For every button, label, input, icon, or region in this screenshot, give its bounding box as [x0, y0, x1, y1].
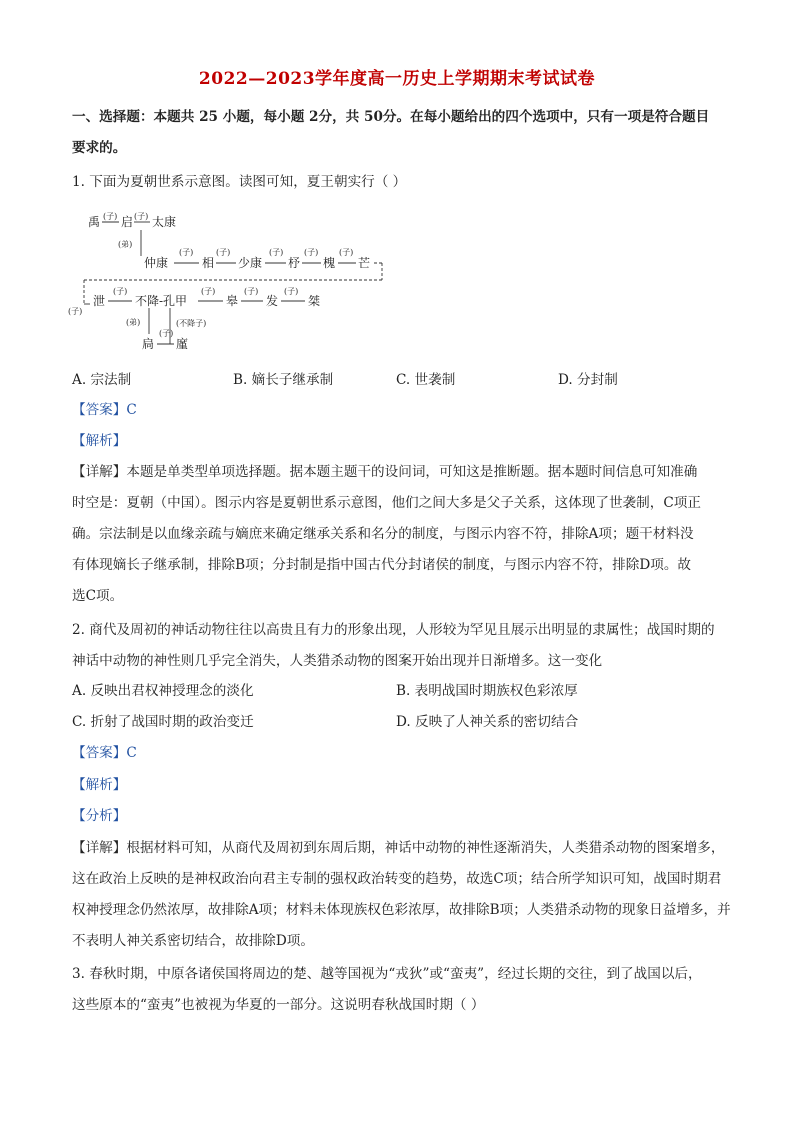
q3-stem-line: 3. 春秋时期，中原各诸侯国将周边的楚、越等国视为“戎狄”或“蛮夷”，经过长期的交往，到了战国以后， — [72, 966, 702, 982]
diagram-node-shaokang: 少康 — [238, 256, 263, 270]
diagram-zi-label: (子) — [68, 307, 83, 316]
diagram-node-mang: 芒 — [358, 256, 371, 270]
diagram-zi-label: (子) — [284, 287, 299, 296]
q2-fenxi-label: 【分析】 — [72, 808, 127, 824]
q1-option-b: B. 嫡长子继承制 — [233, 372, 334, 388]
page-title: 2022—2023学年度高一历史上学期期末考试试卷 — [198, 69, 596, 89]
q2-option-c: C. 折射了战国时期的政治变迁 — [72, 714, 254, 730]
q1-detail-line: 选C项。 — [72, 588, 124, 604]
diagram-di-label: (弟) — [126, 318, 141, 327]
q2-stem-line: 神话中动物的神性则几乎完全消失，人类猎杀动物的图案开始出现并日渐增多。这一变化 — [72, 653, 603, 669]
diagram-node-jin: 廑 — [176, 337, 189, 351]
diagram-zi-label: (子) — [179, 248, 194, 257]
diagram-zi-label: (子) — [216, 248, 231, 257]
q1-option-a: A. 宗法制 — [72, 372, 132, 388]
q2-detail-line: 这在政治上反映的是神权政治向君主专制的强权政治转变的趋势，故选C项；结合所学知识可知，战国时期君 — [72, 871, 722, 887]
diagram-zi-label: (子) — [113, 287, 128, 296]
diagram-zi-label: (子) — [159, 329, 174, 338]
q1-detail-line: 时空是：夏朝（中国）。图示内容是夏朝世系示意图，他们之间大多是父子关系，这体现了世袭制，C项正 — [72, 495, 701, 511]
section-heading-line2: 要求的。 — [72, 140, 127, 156]
diagram-zi-label: (子) — [269, 248, 284, 257]
diagram-node-bujiang-kongjia: 不降-孔甲 — [135, 294, 188, 308]
q1-stem: 1. 下面为夏朝世系示意图。读图可知，夏王朝实行（ ） — [72, 174, 407, 190]
q1-option-c: C. 世袭制 — [396, 372, 456, 388]
q2-answer: 【答案】C — [72, 745, 137, 761]
q2-option-a: A. 反映出君权神授理念的淡化 — [72, 683, 254, 699]
diagram-node-qi: 启 — [121, 215, 134, 229]
diagram-node-xiang: 相 — [202, 256, 215, 270]
q1-answer: 【答案】C — [72, 402, 137, 418]
diagram-node-xie: 泄 — [93, 294, 106, 308]
diagram-node-gao: 皋 — [226, 294, 239, 308]
section-heading-line1: 一、选择题：本题共 25 小题，每小题 2分，共 50分。在每小题给出的四个选项中，只有一项是符合题目 — [72, 109, 710, 125]
diagram-node-huai: 槐 — [323, 256, 336, 270]
q1-detail-line: 有体现嫡长子继承制，排除B项；分封制是指中国古代分封诸侯的制度，与图示内容不符，排除D项。故 — [72, 557, 692, 573]
diagram-zi-label: (子) — [304, 248, 319, 257]
q2-option-d: D. 反映了人神关系的密切结合 — [396, 714, 579, 730]
diagram-zi-label: (子) — [201, 287, 216, 296]
diagram-node-jiong: 扃 — [142, 337, 155, 351]
q1-detail-line: 【详解】本题是单类型单项选择题。据本题主题干的设问词，可知这是推断题。据本题时间信息可知准确 — [72, 464, 698, 480]
diagram-zi-label: (子) — [134, 212, 149, 221]
diagram-node-taikang: 太康 — [152, 215, 177, 229]
q2-detail-line: 不表明人神关系密切结合，故排除D项。 — [72, 933, 314, 949]
diagram-di-label: (弟) — [118, 240, 133, 249]
q2-detail-line: 权神授理念仍然浓厚，故排除A项；材料未体现族权色彩浓厚，故排除B项；人类猎杀动物的现象日益增多，并 — [72, 902, 731, 918]
diagram-zi-label: (子) — [244, 287, 259, 296]
q1-analysis-label: 【解析】 — [72, 433, 127, 449]
diagram-node-fa: 发 — [266, 294, 279, 308]
diagram-node-yu: 禹 — [88, 215, 101, 229]
q1-detail-line: 确。宗法制是以血缘亲疏与嫡庶来确定继承关系和名分的制度，与图示内容不符，排除A项；题干材料没 — [72, 526, 694, 542]
diagram-zi-label: (子) — [339, 248, 354, 257]
q1-option-d: D. 分封制 — [558, 372, 618, 388]
diagram-node-zhongkang: 仲康 — [144, 256, 169, 270]
diagram-zi-label: (子) — [103, 212, 118, 221]
q2-analysis-label: 【解析】 — [72, 777, 127, 793]
q2-detail-line: 【详解】根据材料可知，从商代及周初到东周后期，神话中动物的神性逐渐消失，人类猎杀动物的图案增多， — [72, 840, 725, 856]
q3-stem-line: 这些原本的“蛮夷”也被视为华夏的一部分。这说明春秋战国时期（ ） — [72, 997, 485, 1013]
xia-dynasty-genealogy-diagram — [66, 208, 396, 356]
q2-option-b: B. 表明战国时期族权色彩浓厚 — [396, 683, 578, 699]
diagram-node-zhu: 杼 — [288, 256, 301, 270]
diagram-node-jie: 桀 — [308, 294, 321, 308]
diagram-bujiangzi-label: (不降子) — [176, 319, 207, 328]
q2-stem-line: 2. 商代及周初的神话动物往往以高贵且有力的形象出现，人形较为罕见且展示出明显的隶属性；战国时期的 — [72, 622, 715, 638]
